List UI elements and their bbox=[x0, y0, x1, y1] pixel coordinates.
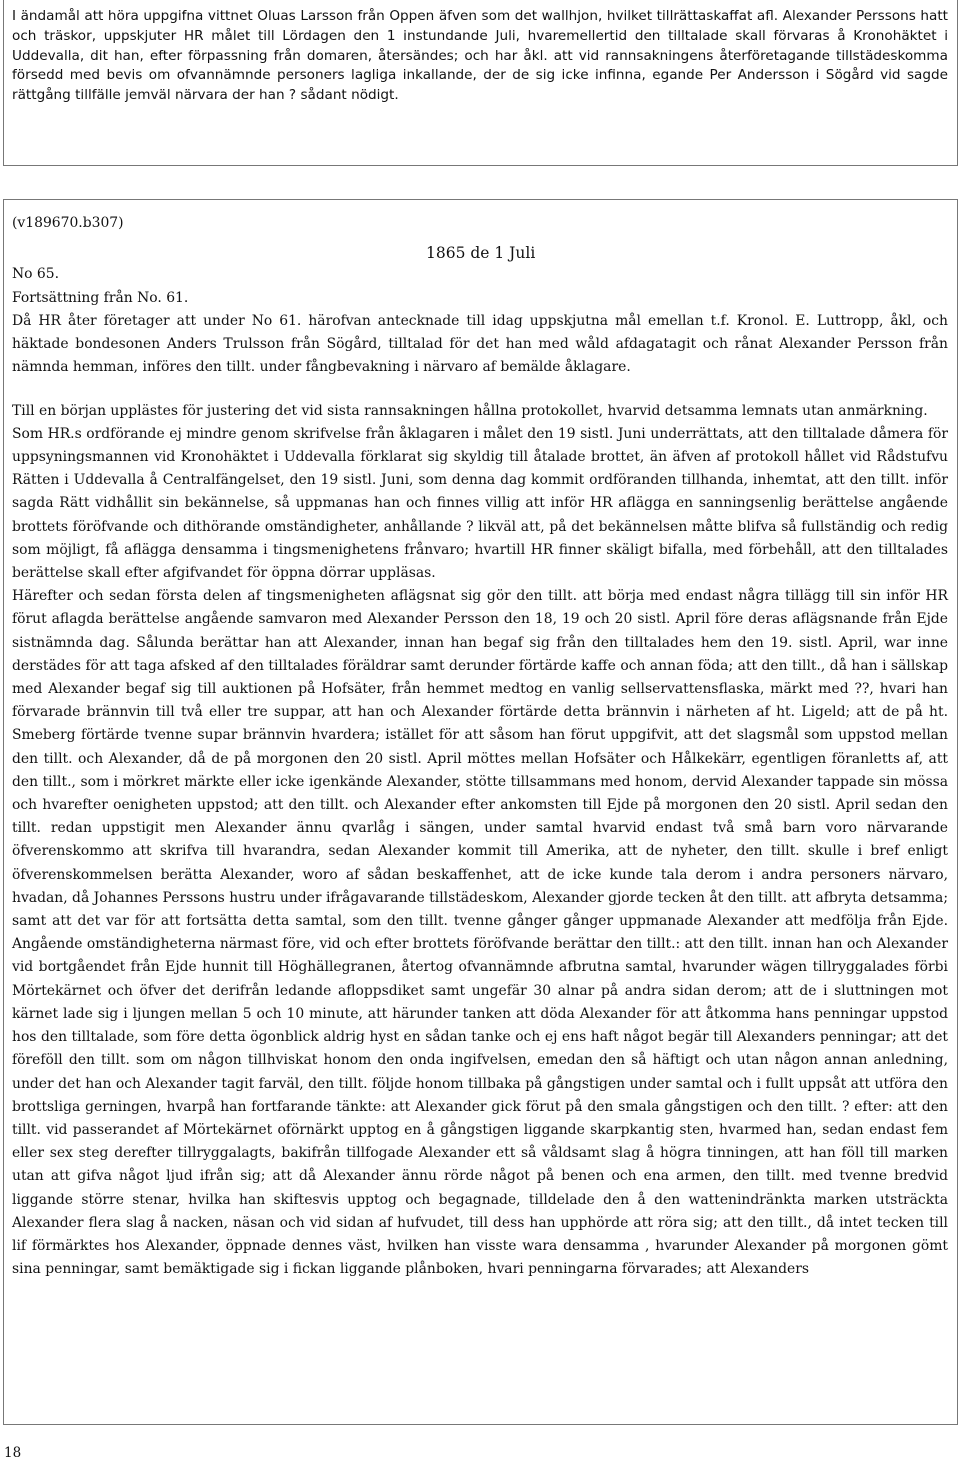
previous-case-box bbox=[3, 0, 958, 166]
case-date: 1865 de 1 Juli bbox=[426, 244, 536, 262]
paragraph-gap bbox=[12, 380, 948, 400]
body-paragraph: Som HR.s ordförande ej mindre genom skrifvelse från åklagaren i målet den 19 sistl. Juni underrättats, att den tilltalade dåmera för uppsyningsmannen vid Kronohäktet i Uddevalla förklarat sig skyldig till åtalade brottet, än äfven af protokoll hållet vid Rådstufvu Rätten i Uddevalla å Centralfängelset, den 19 sistl. Juni, som denna dag kommit ordföranden tillhanda, inhemtat, att den tillt. inför sagda Rätt vidhållit sin bekännelse, så uppmanas han och finnes villig att inför HR aflägga en sanningsenlig berättelse angående brottets föröfvande och dithörande omständigheter, anhållande ? likväl att, på det bekännelsen måtte blifva så fullständig och redig som möjligt, få aflägga densamma i tingsmenighetens frånvaro; hvartill HR finner skäligt bifalla, med förbehåll, att den tilltalades berättelse skall efter afgifvandet för öppna dörrar uppläsas. bbox=[12, 425, 948, 582]
body-paragraph: Härefter och sedan första delen af tingsmenigheten aflägsnat sig gör den tillt. att börja med endast några tillägg till sin inför HR förut aflagda berättelse angående samvaron med Alexander Persson den 18, 19 och 20 sistl. April före deras aflägsnande från Ejde sistnämnda dag. Sålunda berättar han att Alexander, innan han begaf sig från den tilltalades hem den 19. sistl. April, war inne derstädes för att taga afsked af den tilltalades föräldrar samt derunder förtärde kaffe och annan föda; att den tillt., då han i sällskap med Alexander begaf sig till auktionen på Hofsäter, från hemmet medtog en vanlig sellservattensflaska, märkt med ??, hvari han förvarade brännvin till två eller tre suppar, att han och Alexander förtärde detta brännvin i närheten af ht. Ligeld; att de på ht. Smeberg förtärde tvenne supar brännvin hvardera; istället för att såsom han förut uppgifvit, att det slagsmål som uppstod mellan den tillt. och Alexander, då de på morgonen den 20 sistl. April möttes mellan Hofsäter och Hålkekärr, egentligen föranletts af, att den tillt., som i mörkret märkte eller icke igenkände Alexander, stötte tillsammans med honom, dervid Alexander tappade sin mössa och hvarefter oenigheten uppstod; att den tillt. och Alexander efter ankomsten till Ejde på morgonen den 20 sistl. April sedan den tillt. redan uppstigit men Alexander ännu qvarlåg i sängen, under samtal hvarvid endast två små barn voro närvarande öfverenskommo att skrifva till hvarandra, sedan Alexander kommit till Amerika, att de nyheter, den tillt. skulle i bref enligt öfverenskommelsen berätta Alexander, woro af sådan beskaffenhet, att de icke kunde tala derom i andra personers närvaro, hvadan, då Johannes Perssons hustru under ifrågavarande tillstädeskom, Alexander gjorde tecken åt den tillt. att afbryta detsamma; samt att det var för att fortsätta detta samtal, som den tillt. tvenne gånger gånger uppmanade Alexander att medfölja från Ejde. Angående omständigheterna närmast före, vid och efter brottets föröfvande berättar den tillt.: att den tillt. innan han och Alexander vid bortgåendet från Ejde hunnit till Höghällegranen, återtog ofvannämnde afbrutna samtal, hvarunder wägen tillryggalades förbi Mörtekärnet och öfver det derifrån ledande afloppsdiket samt ungefär 30 alnar på andra sidan derom; att de i sluttningen mot kärnet lade sig i ljungen mellan 5 och 10 minute, att härunder tanken att döda Alexander för att åtkomma hans penningar uppstod hos den tilltalade, som före detta ögonblick aldrig hyst en sådan tanke och ej ens haft något begär till Alexanders penningar; att det föreföll den tillt. som om någon tillhviskat honom den onda ingifvelsen, emedan den så häftigt och utan någon annan anledning, under det han och Alexander tagit farväl, den tillt. följde honom tillbaka på gångstigen under samtal och i fullt uppsåt att utföra den brottsliga gerningen, hvarpå han fortfarande tänkte: att Alexander gick förut på den smala gångstigen och den tillt. ? efter: att den tillt. vid passerandet af Mörtekärnet oförnärkt upptog en å gångstigen liggande skarpkantig sten, hvarmed han, sedan endast fem eller sex steg derefter tillryggalagts, bakifrån tillfogade Alexander ett så våldsamt slag å högra tinningen, att han föll till marken utan att gifva något ljud ifrån sig; att då Alexander ännu rörde något på benen och ena armen, den tillt. med tvenne bredvid liggande större stenar, hvilka han skiftesvis upptog och begagnade, tilldelade den å den wattenindränkta marken utsträckta Alexander flera slag å nacken, näsan och vid sidan af hufvudet, till dess han upphörde att röra sig; att den tillt., då intet tecken till lif förmärktes hos Alexander, öppnade dennes väst, hvilken han visste wara densamma , hvarunder Alexander på morgonen gömt sina penningar, samt bemäktigade sig i fickan liggande plånboken, hvari penningarna förvarades; att Alexanders bbox=[12, 588, 948, 1278]
page-number: 18 bbox=[4, 1445, 22, 1461]
reference-code: (v189670.b307) bbox=[12, 215, 124, 231]
case-body bbox=[12, 310, 948, 1281]
case-number: No 65. bbox=[12, 266, 60, 282]
body-paragraph: Då HR åter företager att under No 61. härofvan antecknade till idag uppskjutna mål emellan t.f. Kronol. E. Luttropp, åkl, och häktade bondesonen Anders Trulsson från Sögård, tilltalad för det han med wåld afdagatagit och rånat Alexander Persson från nämnda hemman, införes den tillt. under fångbevakning i närvaro af bemälde åklagare. bbox=[12, 313, 948, 376]
continuation-note: Fortsättning från No. 61. bbox=[12, 290, 189, 306]
case-entry-box bbox=[3, 199, 958, 1425]
previous-case-paragraph: I ändamål att höra uppgifna vittnet Oluas Larsson från Oppen äfven som det wallhjon, hvilket tillrättaskaffat afl. Alexander Perssons hatt och träskor, uppskjuter HR målet till Lördagen den 1 instundande Juli, hvaremellertid den tilltalade skall förvaras å Kronohäktet i Uddevalla, dit han, efter förpassning från domaren, återsändes; och har åkl. att vid rannsakningens återföretagande tillstädeskomma försedd med bevis om ofvannämnde personers lagliga inkallande, der de sig icke infinna, egande Per Andersson i Sögård vid sagde rättgång tillfälle jemväl närvara der han ? sådant nödigt. bbox=[12, 8, 948, 104]
body-paragraph: Till en början upplästes för justering det vid sista rannsakningen hållna protokollet, hvarvid detsamma lemnats utan anmärkning. bbox=[12, 402, 928, 419]
case-header bbox=[12, 212, 948, 310]
